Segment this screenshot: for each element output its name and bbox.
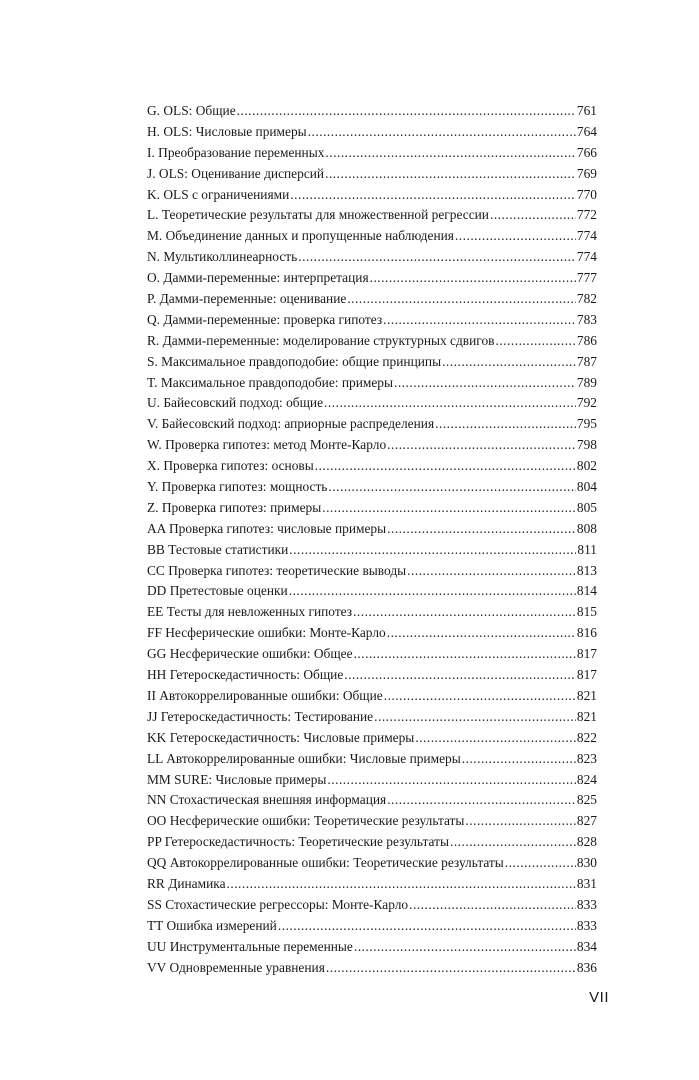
toc-entry [147, 456, 597, 477]
toc-entry [147, 519, 597, 540]
toc-entry-page: 833 [576, 896, 597, 912]
toc-entry-title: P. Дамми-переменные: оценивание [147, 291, 347, 307]
toc-entry [147, 561, 597, 582]
toc-entry-page: 798 [576, 437, 597, 453]
toc-entry [147, 477, 597, 498]
dot-leader [384, 686, 576, 707]
dot-leader [325, 164, 576, 185]
toc-entry-title: N. Мультиколлинеарность [147, 249, 298, 265]
toc-entry [147, 122, 597, 143]
toc-entry-page: 821 [576, 708, 597, 724]
toc-entry-title: FF Несферические ошибки: Монте-Карло [147, 625, 386, 641]
toc-entry [147, 164, 597, 185]
toc-entry-title: O. Дамми-переменные: интерпретация [147, 270, 369, 286]
toc-entry-title: X. Проверка гипотез: основы [147, 458, 314, 474]
dot-leader [289, 540, 576, 561]
dot-leader [354, 937, 576, 958]
toc-entry-title: Q. Дамми-переменные: проверка гипотез [147, 311, 383, 327]
dot-leader [409, 895, 576, 916]
toc-entry-title: TT Ошибка измерений [147, 917, 277, 933]
toc-entry-title: HH Гетероскедастичность: Общие [147, 667, 344, 683]
dot-leader [374, 707, 576, 728]
toc-entry-page: 769 [576, 165, 597, 181]
toc-entry-title: PP Гетероскедастичность: Теоретические результаты [147, 834, 449, 850]
toc-entry [147, 728, 597, 749]
dot-leader [415, 728, 576, 749]
toc-entry [147, 331, 597, 352]
toc-entry [147, 143, 597, 164]
toc-entry [147, 268, 597, 289]
toc-entry [147, 373, 597, 394]
toc-entry [147, 185, 597, 206]
toc-entry-title: L. Теоретические результаты для множественной регрессии [147, 207, 489, 223]
dot-leader [505, 853, 576, 874]
toc-entry [147, 895, 597, 916]
toc-entry [147, 310, 597, 331]
toc-entry [147, 540, 597, 561]
toc-entry-page: 795 [576, 416, 597, 432]
toc-entry-title: SS Стохастические регрессоры: Монте-Карло [147, 896, 409, 912]
dot-leader [495, 331, 575, 352]
toc-entry-page: 816 [576, 625, 597, 641]
dot-leader [289, 581, 576, 602]
toc-entry-title: JJ Гетероскедастичность: Тестирование [147, 708, 374, 724]
toc-entry-title: II Автокоррелированные ошибки: Общие [147, 687, 383, 703]
toc-entry-title: T. Максимальное правдоподобие: примеры [147, 374, 393, 390]
toc-entry-page: 782 [576, 291, 597, 307]
toc-entry [147, 958, 597, 979]
toc-entry-page: 811 [577, 541, 597, 557]
toc-entry-page: 823 [576, 750, 597, 766]
toc-entry [147, 205, 597, 226]
toc-entry-title: UU Инструментальные переменные [147, 938, 353, 954]
toc-entry-page: 766 [576, 144, 597, 160]
toc-entry-page: 804 [576, 479, 597, 495]
toc-entry [147, 707, 597, 728]
toc-entry-title: AA Проверка гипотез: числовые примеры [147, 520, 387, 536]
toc-entry-title: RR Динамика [147, 875, 226, 891]
toc-entry [147, 853, 597, 874]
table-of-contents [147, 101, 597, 978]
dot-leader [394, 373, 576, 394]
toc-entry [147, 749, 597, 770]
dot-leader [327, 770, 576, 791]
toc-entry [147, 101, 597, 122]
toc-entry-title: Y. Проверка гипотез: мощность [147, 479, 328, 495]
toc-entry-title: QQ Автокоррелированные ошибки: Теоретические результаты [147, 855, 504, 871]
dot-leader [435, 414, 576, 435]
toc-entry [147, 665, 597, 686]
toc-entry-page: 789 [576, 374, 597, 390]
toc-entry-title: G. OLS: Общие [147, 103, 236, 118]
toc-entry-page: 831 [576, 875, 597, 891]
toc-entry-page: 833 [576, 917, 597, 933]
dot-leader [328, 477, 575, 498]
dot-leader [326, 958, 576, 979]
dot-leader [407, 561, 576, 582]
toc-entry-page: 783 [576, 311, 597, 327]
toc-entry-page: 813 [576, 562, 597, 578]
toc-entry-title: M. Объединение данных и пропущенные наблюдения [147, 228, 454, 244]
toc-entry-title: J. OLS: Оценивание дисперсий [147, 165, 325, 181]
dot-leader [387, 519, 576, 540]
toc-entry-page: 817 [576, 667, 597, 683]
dot-leader [442, 352, 576, 373]
toc-entry-page: 817 [576, 646, 597, 662]
dot-leader [490, 205, 576, 226]
toc-entry-page: 774 [576, 249, 597, 265]
dot-leader [344, 665, 576, 686]
toc-entry [147, 602, 597, 623]
toc-entry [147, 247, 597, 268]
toc-entry-page: 836 [576, 959, 597, 975]
dot-leader [347, 289, 576, 310]
toc-entry-title: V. Байесовский подход: априорные распределения [147, 416, 435, 432]
toc-entry-page: 774 [576, 228, 597, 244]
toc-entry-page: 808 [576, 520, 597, 536]
toc-entry-title: EE Тесты для невложенных гипотез [147, 604, 353, 620]
toc-entry-title: I. Преобразование переменных [147, 144, 325, 160]
dot-leader [322, 498, 576, 519]
toc-entry [147, 226, 597, 247]
dot-leader [237, 101, 576, 122]
toc-entry-title: W. Проверка гипотез: метод Монте-Карло [147, 437, 387, 453]
toc-entry-page: 787 [576, 353, 597, 369]
dot-leader [324, 393, 576, 414]
toc-entry-page: 828 [576, 834, 597, 850]
toc-entry [147, 874, 597, 895]
toc-entry-page: 814 [576, 583, 597, 599]
toc-entry-page: 770 [576, 186, 597, 202]
toc-entry-page: 802 [576, 458, 597, 474]
toc-entry-title: VV Одновременные уравнения [147, 959, 325, 975]
toc-entry-title: Z. Проверка гипотез: примеры [147, 499, 322, 515]
toc-entry [147, 811, 597, 832]
toc-entry-title: KK Гетероскедастичность: Числовые примеры [147, 729, 415, 745]
toc-entry-page: 772 [576, 207, 597, 223]
toc-entry-page: 764 [576, 123, 597, 139]
toc-entry [147, 289, 597, 310]
toc-entry-page: 825 [576, 792, 597, 808]
dot-leader [353, 602, 576, 623]
toc-entry-title: U. Байесовский подход: общие [147, 395, 324, 411]
dot-leader [370, 268, 576, 289]
dot-leader [387, 790, 576, 811]
toc-entry [147, 435, 597, 456]
dot-leader [227, 874, 576, 895]
toc-entry [147, 498, 597, 519]
dot-leader [354, 644, 576, 665]
toc-entry-title: K. OLS с ограничениями [147, 186, 290, 202]
dot-leader [278, 916, 576, 937]
toc-entry [147, 352, 597, 373]
toc-entry [147, 686, 597, 707]
toc-entry-title: R. Дамми-переменные: моделирование структурных сдвигов [147, 332, 495, 348]
toc-entry-title: S. Максимальное правдоподобие: общие принципы [147, 353, 442, 369]
dot-leader [383, 310, 576, 331]
toc-entry [147, 393, 597, 414]
toc-entry-page: 786 [576, 332, 597, 348]
dot-leader [450, 832, 576, 853]
toc-entry-page: 824 [576, 771, 597, 787]
toc-entry-title: DD Претестовые оценки [147, 583, 288, 599]
toc-entry [147, 937, 597, 958]
toc-entry [147, 581, 597, 602]
toc-entry [147, 790, 597, 811]
toc-entry [147, 916, 597, 937]
toc-entry [147, 770, 597, 791]
dot-leader [462, 749, 576, 770]
dot-leader [325, 143, 575, 164]
toc-entry-title: GG Несферические ошибки: Общее [147, 646, 353, 662]
dot-leader [387, 623, 576, 644]
toc-entry-page: 822 [576, 729, 597, 745]
dot-leader [298, 247, 576, 268]
toc-entry-page: 830 [576, 855, 597, 871]
toc-entry-title: OO Несферические ошибки: Теоретические результаты [147, 813, 465, 829]
page-number: VII [589, 989, 609, 1006]
toc-entry-page: 821 [576, 687, 597, 703]
toc-entry [147, 414, 597, 435]
dot-leader [308, 122, 576, 143]
toc-entry-page: 761 [576, 103, 597, 118]
dot-leader [315, 456, 576, 477]
toc-entry-page: 792 [576, 395, 597, 411]
toc-entry-title: CC Проверка гипотез: теоретические выводы [147, 562, 407, 578]
toc-entry [147, 623, 597, 644]
dot-leader [290, 185, 576, 206]
toc-entry-page: 805 [576, 499, 597, 515]
dot-leader [455, 226, 576, 247]
toc-entry-page: 815 [576, 604, 597, 620]
toc-entry [147, 644, 597, 665]
dot-leader [387, 435, 576, 456]
toc-entry-title: NN Стохастическая внешняя информация [147, 792, 387, 808]
toc-entry-title: LL Автокоррелированные ошибки: Числовые примеры [147, 750, 461, 766]
toc-entry-page: 827 [576, 813, 597, 829]
toc-entry [147, 832, 597, 853]
toc-entry-page: 834 [576, 938, 597, 954]
toc-entry-title: H. OLS: Числовые примеры [147, 123, 307, 139]
toc-entry-title: BB Тестовые статистики [147, 541, 289, 557]
toc-entry-title: MM SURE: Числовые примеры [147, 771, 327, 787]
toc-entry-page: 777 [576, 270, 597, 286]
dot-leader [465, 811, 576, 832]
